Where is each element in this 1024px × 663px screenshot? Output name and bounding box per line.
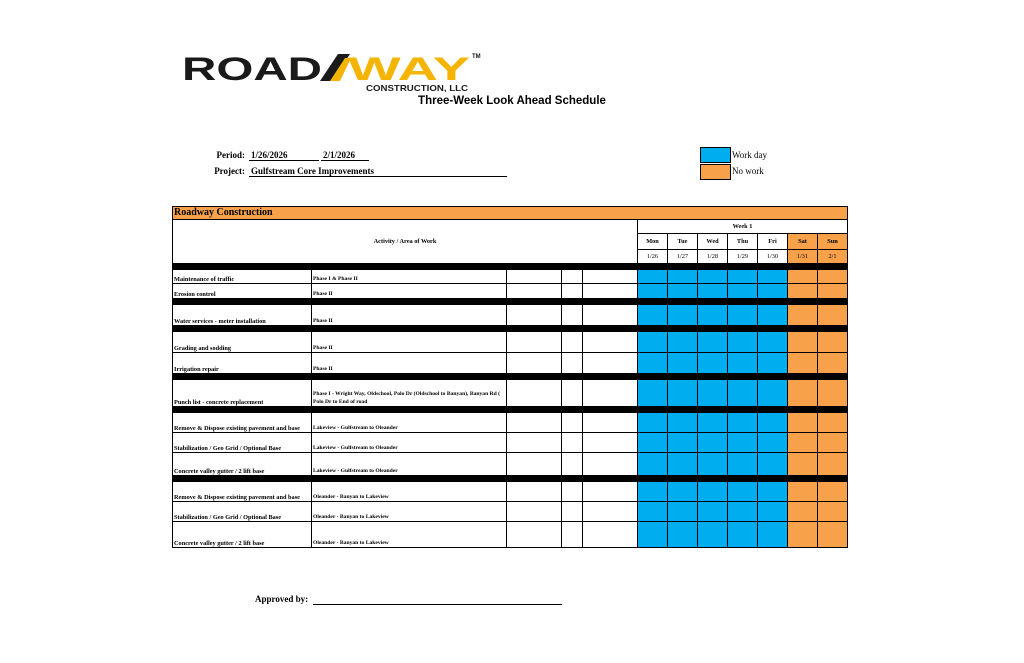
work-day-cell-wed	[698, 305, 728, 326]
logo-trademark: TM	[472, 54, 481, 60]
work-day-cell-tue	[668, 433, 698, 453]
date-header-sun: 2/1	[818, 250, 848, 264]
no-work-cell-sat	[788, 482, 818, 502]
work-day-cell-mon	[638, 522, 668, 548]
table-row	[173, 305, 848, 326]
blank-cell	[562, 284, 583, 299]
work-day-cell-tue	[668, 353, 698, 374]
logo-subtitle: CONSTRUCTION, LLC	[366, 83, 468, 92]
work-day-cell-mon	[638, 270, 668, 284]
work-day-cell-tue	[668, 413, 698, 433]
work-day-cell-thu	[728, 305, 758, 326]
area-cell: Phase II	[312, 353, 507, 374]
legend-swatch-work-day	[700, 147, 731, 163]
activity-cell: Stabilization / Geo Grid / Optional Base	[173, 502, 312, 522]
blank-cell	[583, 433, 638, 453]
area-cell: Phase I - Wright Way, Oldschool, Polo Dr (Oldschool to Banyan), Banyan Rd ( Polo Dr to End of road	[312, 380, 507, 407]
work-day-cell-thu	[728, 453, 758, 476]
no-work-cell-sun	[818, 453, 848, 476]
activity-cell: Irrigation repair	[173, 353, 312, 374]
work-day-cell-thu	[728, 433, 758, 453]
blank-cell	[507, 482, 562, 502]
work-day-cell-tue	[668, 380, 698, 407]
blank-cell	[562, 453, 583, 476]
no-work-cell-sun	[818, 284, 848, 299]
blank-cell	[562, 270, 583, 284]
work-day-cell-fri	[758, 332, 788, 353]
blank-cell	[583, 413, 638, 433]
no-work-cell-sun	[818, 482, 848, 502]
legend-swatch-no-work	[700, 164, 731, 180]
period-end: 2/1/2026	[321, 150, 369, 161]
period-label: Period:	[216, 150, 245, 160]
table-row	[173, 413, 848, 433]
table-row	[173, 380, 848, 407]
work-day-cell-fri	[758, 522, 788, 548]
activity-cell: Water services - meter installation	[173, 305, 312, 326]
blank-cell	[583, 270, 638, 284]
activity-cell: Punch list - concrete replacement	[173, 380, 312, 407]
no-work-cell-sat	[788, 453, 818, 476]
no-work-cell-sat	[788, 522, 818, 548]
project-row	[0, 166, 600, 180]
blank-cell	[583, 305, 638, 326]
activity-cell: Maintenance of traffic	[173, 270, 312, 284]
legend-label-no-work: No work	[732, 166, 764, 176]
blank-cell	[507, 522, 562, 548]
work-day-cell-wed	[698, 502, 728, 522]
table-row	[173, 332, 848, 353]
work-day-cell-tue	[668, 332, 698, 353]
no-work-cell-sun	[818, 332, 848, 353]
activity-cell: Remove & Dispose existing pavement and base	[173, 482, 312, 502]
day-header-tue: Tue	[668, 234, 698, 250]
blank-cell	[507, 433, 562, 453]
work-day-cell-thu	[728, 413, 758, 433]
work-day-cell-tue	[668, 522, 698, 548]
table-row	[173, 270, 848, 284]
date-header-sat: 1/31	[788, 250, 818, 264]
logo-word-right: WAY	[348, 51, 470, 87]
period-row	[0, 150, 600, 164]
date-header-tue: 1/27	[668, 250, 698, 264]
no-work-cell-sun	[818, 522, 848, 548]
work-day-cell-tue	[668, 305, 698, 326]
work-day-cell-fri	[758, 482, 788, 502]
blank-cell	[562, 522, 583, 548]
approved-by-label: Approved by:	[255, 594, 309, 604]
no-work-cell-sun	[818, 433, 848, 453]
work-day-cell-thu	[728, 522, 758, 548]
work-day-cell-mon	[638, 305, 668, 326]
work-day-cell-mon	[638, 502, 668, 522]
work-day-cell-tue	[668, 284, 698, 299]
blank-cell	[507, 284, 562, 299]
work-day-cell-fri	[758, 453, 788, 476]
blank-cell	[507, 305, 562, 326]
no-work-cell-sat	[788, 332, 818, 353]
work-day-cell-wed	[698, 522, 728, 548]
work-day-cell-thu	[728, 353, 758, 374]
work-day-cell-wed	[698, 270, 728, 284]
blank-cell	[562, 380, 583, 407]
table-row	[173, 353, 848, 374]
project-label: Project:	[214, 166, 245, 176]
table-row	[173, 284, 848, 299]
company-name: Roadway Construction	[173, 207, 848, 220]
no-work-cell-sat	[788, 305, 818, 326]
no-work-cell-sun	[818, 502, 848, 522]
work-day-cell-thu	[728, 332, 758, 353]
table-row	[173, 482, 848, 502]
work-day-cell-mon	[638, 453, 668, 476]
date-header-wed: 1/28	[698, 250, 728, 264]
activity-header: Activity / Area of Work	[173, 220, 638, 264]
work-day-cell-mon	[638, 482, 668, 502]
blank-cell	[507, 353, 562, 374]
area-cell: Phase II	[312, 284, 507, 299]
blank-cell	[583, 482, 638, 502]
no-work-cell-sat	[788, 284, 818, 299]
blank-cell	[562, 502, 583, 522]
work-day-cell-thu	[728, 502, 758, 522]
activity-cell: Concrete valley gutter / 2 lift base	[173, 453, 312, 476]
activity-cell: Stabilization / Geo Grid / Optional Base	[173, 433, 312, 453]
work-day-cell-fri	[758, 270, 788, 284]
work-day-cell-fri	[758, 413, 788, 433]
area-cell: Phase II	[312, 332, 507, 353]
blank-cell	[562, 305, 583, 326]
blank-cell	[562, 433, 583, 453]
work-day-cell-wed	[698, 353, 728, 374]
no-work-cell-sun	[818, 380, 848, 407]
work-day-cell-mon	[638, 413, 668, 433]
work-day-cell-wed	[698, 433, 728, 453]
blank-cell	[583, 453, 638, 476]
day-header-mon: Mon	[638, 234, 668, 250]
work-day-cell-tue	[668, 482, 698, 502]
area-cell: Phase II	[312, 305, 507, 326]
schedule-table	[172, 206, 848, 548]
no-work-cell-sun	[818, 413, 848, 433]
blank-cell	[507, 332, 562, 353]
blank-cell	[507, 502, 562, 522]
work-day-cell-fri	[758, 433, 788, 453]
work-day-cell-wed	[698, 413, 728, 433]
roadway-logo-mark	[180, 48, 490, 92]
work-day-cell-fri	[758, 305, 788, 326]
activity-cell: Grading and sodding	[173, 332, 312, 353]
work-day-cell-tue	[668, 502, 698, 522]
blank-cell	[562, 482, 583, 502]
day-header-sun: Sun	[818, 234, 848, 250]
area-cell: Lakeview - Gulfstream to Oleander	[312, 433, 507, 453]
company-logo	[180, 48, 490, 92]
legend-label-work-day: Work day	[732, 150, 768, 160]
logo-word-left: ROAD	[182, 51, 322, 87]
blank-cell	[583, 522, 638, 548]
day-header-sat: Sat	[788, 234, 818, 250]
work-day-cell-mon	[638, 284, 668, 299]
blank-cell	[562, 413, 583, 433]
work-day-cell-mon	[638, 380, 668, 407]
work-day-cell-wed	[698, 482, 728, 502]
work-day-cell-mon	[638, 332, 668, 353]
blank-cell	[507, 453, 562, 476]
table-row	[173, 502, 848, 522]
blank-cell	[507, 380, 562, 407]
approved-by-signature-line	[313, 604, 562, 605]
area-cell: Lakeview - Gulfstream to Oleander	[312, 453, 507, 476]
document-title: Three-Week Look Ahead Schedule	[418, 95, 606, 107]
no-work-cell-sat	[788, 413, 818, 433]
no-work-cell-sat	[788, 353, 818, 374]
area-cell: Oleander - Banyan to Lakeview	[312, 482, 507, 502]
work-day-cell-wed	[698, 380, 728, 407]
no-work-cell-sat	[788, 433, 818, 453]
work-day-cell-wed	[698, 453, 728, 476]
period-start: 1/26/2026	[249, 150, 319, 161]
work-day-cell-fri	[758, 284, 788, 299]
work-day-cell-thu	[728, 284, 758, 299]
work-day-cell-thu	[728, 270, 758, 284]
area-cell: Lakeview - Gulfstream to Oleander	[312, 413, 507, 433]
work-day-cell-mon	[638, 433, 668, 453]
work-day-cell-fri	[758, 380, 788, 407]
project-name: Gulfstream Core Improvements	[249, 166, 507, 177]
work-day-cell-wed	[698, 284, 728, 299]
blank-cell	[562, 332, 583, 353]
day-header-wed: Wed	[698, 234, 728, 250]
work-day-cell-fri	[758, 353, 788, 374]
work-day-cell-mon	[638, 353, 668, 374]
work-day-cell-wed	[698, 332, 728, 353]
no-work-cell-sun	[818, 305, 848, 326]
area-cell: Phase I & Phase II	[312, 270, 507, 284]
activity-cell: Remove & Dispose existing pavement and base	[173, 413, 312, 433]
blank-cell	[583, 332, 638, 353]
work-day-cell-thu	[728, 482, 758, 502]
date-header-thu: 1/29	[728, 250, 758, 264]
no-work-cell-sat	[788, 502, 818, 522]
table-row	[173, 433, 848, 453]
area-cell: Oleander - Banyan to Lakeview	[312, 502, 507, 522]
week-label: Week 1	[638, 220, 848, 234]
blank-cell	[507, 413, 562, 433]
activity-cell: Erosion control	[173, 284, 312, 299]
day-header-thu: Thu	[728, 234, 758, 250]
table-row	[173, 453, 848, 476]
blank-cell	[583, 502, 638, 522]
table-row	[173, 522, 848, 548]
date-header-mon: 1/26	[638, 250, 668, 264]
no-work-cell-sun	[818, 353, 848, 374]
work-day-cell-thu	[728, 380, 758, 407]
blank-cell	[583, 353, 638, 374]
date-header-fri: 1/30	[758, 250, 788, 264]
blank-cell	[507, 270, 562, 284]
no-work-cell-sat	[788, 270, 818, 284]
area-cell: Oleander - Banyan to Lakeview	[312, 522, 507, 548]
no-work-cell-sat	[788, 380, 818, 407]
work-day-cell-fri	[758, 502, 788, 522]
work-day-cell-tue	[668, 453, 698, 476]
company-header-row	[173, 207, 848, 220]
blank-cell	[583, 284, 638, 299]
activity-cell: Concrete valley gutter / 2 lift base	[173, 522, 312, 548]
work-day-cell-tue	[668, 270, 698, 284]
no-work-cell-sun	[818, 270, 848, 284]
blank-cell	[583, 380, 638, 407]
blank-cell	[562, 353, 583, 374]
day-header-fri: Fri	[758, 234, 788, 250]
